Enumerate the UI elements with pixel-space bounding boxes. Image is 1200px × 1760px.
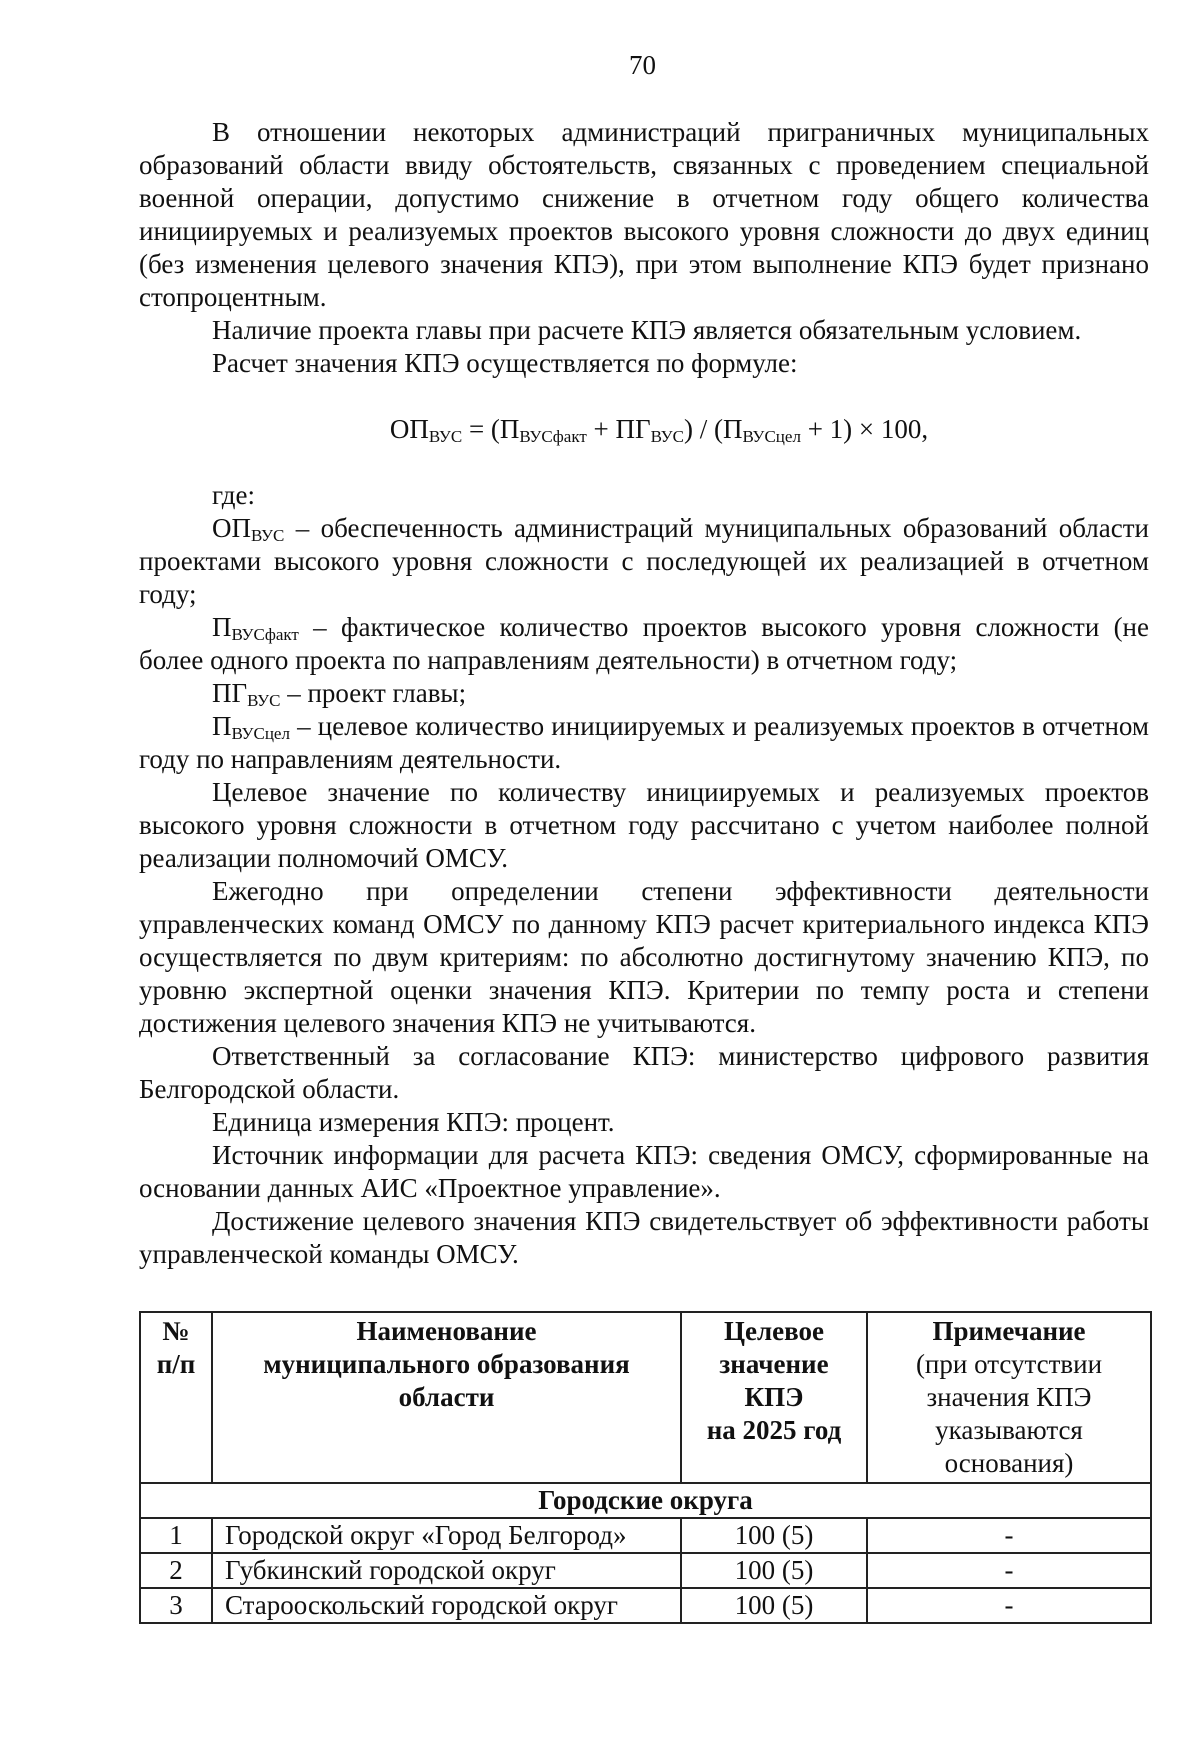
header-note: Примечание (при отсутствии значения КПЭ указываются основания): [867, 1312, 1151, 1483]
definition-p-vus-fact: $П_{ВУСфакт}$ – фактическое количество проектов высокого уровня сложности (не более одного проекта по направлениям деятельности) в отчетном году;: [139, 612, 1149, 675]
header-num: № п/п: [140, 1312, 212, 1483]
row-name: Губкинский городской округ: [212, 1553, 681, 1588]
paragraph-border-municipalities: В отношении некоторых администраций приграничных муниципальных образований области ввиду обстоятельств, связанных с проведением специальной военной операции, допустимо снижение в отчетном году общего количества инициируемых и реализуемых проектов высокого уровня сложности до двух единиц (без изменения целевого значения КПЭ), при этом выполнение КПЭ будет признано стопроцентным.: [139, 117, 1149, 312]
row-note: -: [867, 1553, 1151, 1588]
table-row: [140, 1553, 1151, 1588]
header-target: Целевое значение КПЭ на 2025 год: [681, 1312, 867, 1483]
paragraph-unit: Единица измерения КПЭ: процент.: [212, 1107, 615, 1137]
paragraph-target-value: Целевое значение по количеству инициируемых и реализуемых проектов высокого уровня сложности в отчетном году рассчитано с учетом наиболее полной реализации полномочий ОМСУ.: [139, 777, 1149, 873]
paragraph-achievement: Достижение целевого значения КПЭ свидетельствует об эффективности работы управленческой команды ОМСУ.: [139, 1206, 1149, 1269]
row-name: Городской округ «Город Белгород»: [212, 1518, 681, 1553]
row-num: 2: [140, 1553, 212, 1588]
group-title: Городские округа: [140, 1483, 1151, 1518]
row-value: 100 (5): [681, 1518, 867, 1553]
row-num: 3: [140, 1588, 212, 1623]
paragraph-responsible: Ответственный за согласование КПЭ: министерство цифрового развития Белгородской области.: [139, 1041, 1149, 1104]
paragraph-head-project: Наличие проекта главы при расчете КПЭ является обязательным условием.: [212, 315, 1082, 345]
document-body: [139, 116, 1149, 1624]
row-value: 100 (5): [681, 1553, 867, 1588]
paragraph-criteria: Ежегодно при определении степени эффективности деятельности управленческих команд ОМСУ по данному КПЭ расчет критериального индекса КПЭ осуществляется по двум критериям: по абсолютно достигнутому значению КПЭ, по уровню экспертной оценки значения КПЭ. Критерии по темпу роста и степени достижения целевого значения КПЭ не учитываются.: [139, 876, 1149, 1038]
header-name: Наименование муниципального образования области: [212, 1312, 681, 1483]
group-row-urban-districts: [140, 1483, 1151, 1518]
where-label: где:: [212, 480, 255, 510]
row-name: Старооскольский городской округ: [212, 1588, 681, 1623]
row-note: -: [867, 1588, 1151, 1623]
kpe-table: [139, 1311, 1152, 1624]
table-header-row: [140, 1312, 1151, 1483]
definition-pg-vus: $ПГ_{ВУС}$ – проект главы;: [212, 678, 467, 710]
row-value: 100 (5): [681, 1588, 867, 1623]
page-number: 70: [629, 50, 656, 80]
definition-op-vus: $ОП_{ВУС}$ – обеспеченность администраций муниципальных образований области проектами высокого уровня сложности с последующей их реализацией в отчетном году;: [139, 513, 1149, 609]
row-note: -: [867, 1518, 1151, 1553]
definition-p-vus-target: $П_{ВУСцел}$ – целевое количество инициируемых и реализуемых проектов в отчетном году по направлениям деятельности.: [139, 711, 1149, 774]
paragraph-formula-intro: Расчет значения КПЭ осуществляется по формуле:: [212, 348, 798, 378]
table-row: [140, 1518, 1151, 1553]
row-num: 1: [140, 1518, 212, 1553]
kpe-formula: $ОП_{ВУС} = (П_{ВУСфакт} + ПГ_{ВУС}) / (П_{ВУСцел} + 1) \times 100$,: [389, 414, 929, 446]
table-row: [140, 1588, 1151, 1623]
paragraph-source: Источник информации для расчета КПЭ: сведения ОМСУ, сформированные на основании данных АИС «Проектное управление».: [139, 1140, 1149, 1203]
